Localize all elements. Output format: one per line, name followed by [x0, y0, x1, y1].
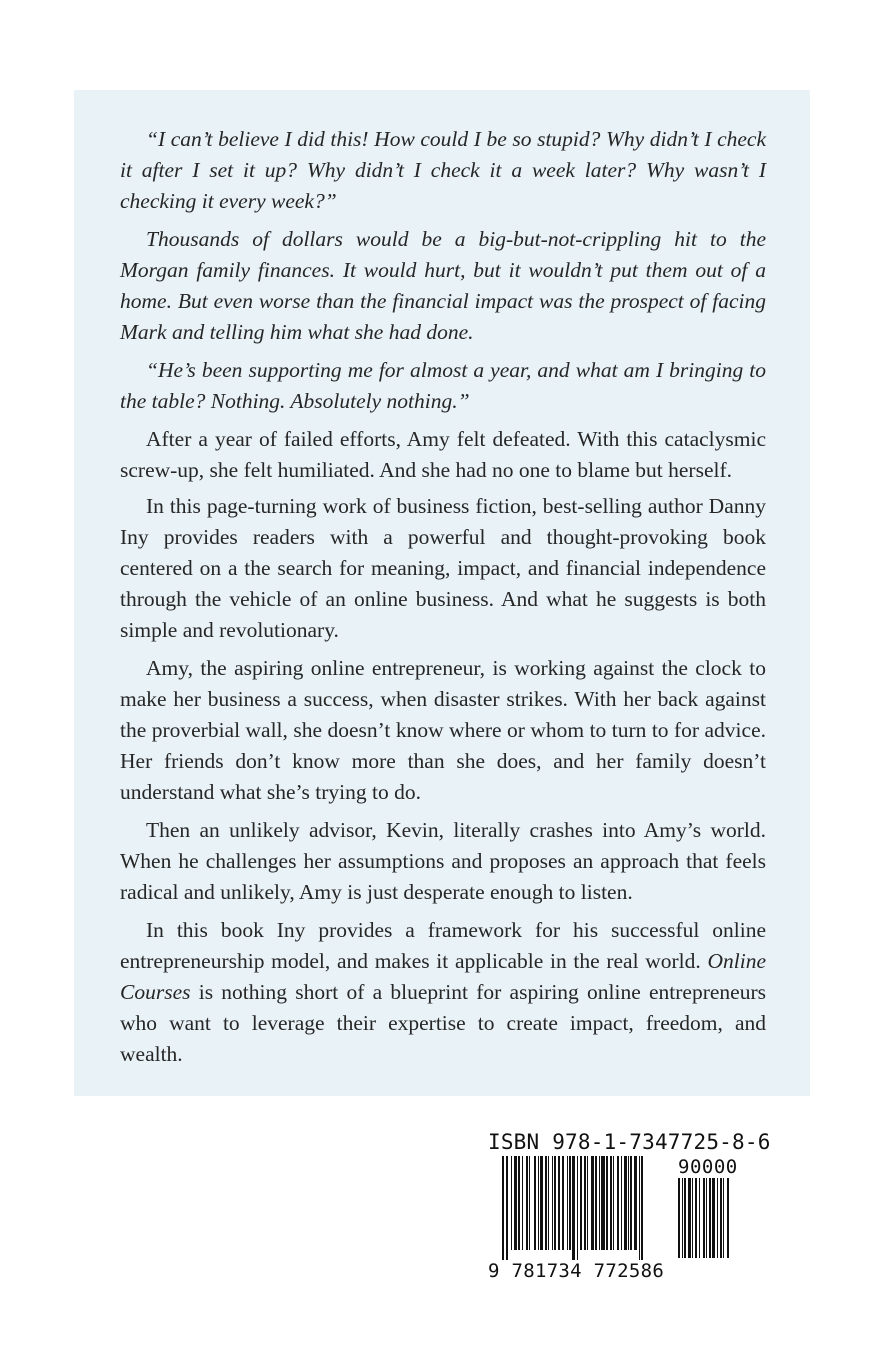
barcode-bar [688, 1178, 691, 1258]
book-title-italic: Online Courses [120, 949, 767, 1004]
barcode-bar [558, 1156, 560, 1250]
blurb-paragraph-defeated: After a year of failed efforts, Amy felt defeated. With this cataclysmic screw-up, she felt humiliated. And she had no one to blame but herself. [120, 427, 766, 482]
barcode-bar [584, 1156, 586, 1250]
barcode-bar [709, 1178, 711, 1258]
barcode-bar [695, 1178, 697, 1258]
barcode-bar [639, 1156, 640, 1260]
barcode-bar [717, 1178, 718, 1258]
barcode-bar [712, 1178, 715, 1258]
blurb-paragraph-amy: Amy, the aspiring online entrepreneur, is working against the clock to make her business a success, when disaster strikes. With her back against the proverbial wall, she doesn’t know where or whom to turn to for advice. Her friends don’t know more than she does, and her family doesn’t understand what she’s trying to do. [120, 656, 766, 804]
barcode-bar [548, 1156, 549, 1250]
blurb-paragraph-quote-1: “I can’t believe I did this! How could I be so stupid? Why didn’t I check it after I set it up? Why didn’t I check it a week later? Why wasn’t I checking it every week?” [120, 127, 766, 213]
barcode-bar [514, 1156, 517, 1250]
barcode-bar [562, 1156, 564, 1250]
barcode-bar [552, 1156, 553, 1250]
barcode-bar [529, 1156, 530, 1250]
barcode-bar [545, 1156, 547, 1250]
blurb-paragraph-quote-2: “He’s been supporting me for almost a year, and what am I bringing to the table? Nothing. Absolutely nothing.” [120, 358, 766, 413]
barcode-bar [634, 1156, 637, 1250]
barcode-bar [699, 1178, 700, 1258]
barcode-bar [595, 1156, 597, 1250]
barcode-bar [682, 1178, 683, 1258]
isbn-label: ISBN 978-1-7347725-8-6 [488, 1130, 771, 1154]
barcode-bar [554, 1156, 556, 1250]
price-addon-digits: 90000 [678, 1156, 738, 1178]
barcode-bar [601, 1156, 605, 1250]
barcode-bar [511, 1156, 512, 1250]
barcode-bar [641, 1156, 643, 1260]
barcode-bar [606, 1156, 608, 1250]
barcode-bar [569, 1156, 571, 1250]
barcode-bar [621, 1156, 622, 1250]
isbn-barcode [488, 1130, 771, 1290]
barcode-bar [727, 1178, 729, 1258]
ean-barcode-bars [502, 1156, 670, 1260]
barcode-bar [506, 1156, 508, 1260]
barcode-bar [613, 1156, 614, 1250]
barcode-bar [624, 1156, 627, 1250]
barcode-bar [534, 1156, 536, 1250]
back-cover-blurb-panel [74, 90, 810, 1096]
barcode-bar [572, 1156, 575, 1260]
barcode-bar [538, 1156, 539, 1250]
barcode-bar [518, 1156, 520, 1250]
barcode-bar [692, 1178, 693, 1258]
blurb-paragraph-framework [120, 915, 766, 1070]
barcode-bar [599, 1156, 600, 1250]
barcode-bar [703, 1178, 705, 1258]
barcode-bar [502, 1156, 504, 1260]
barcode-bar [522, 1156, 523, 1250]
barcode-bar [706, 1178, 707, 1258]
barcode-bar [540, 1156, 543, 1250]
barcode-bar [610, 1156, 612, 1250]
blurb-paragraph-kevin: Then an unlikely advisor, Kevin, literally crashes into Amy’s world. When he challenges her assumptions and proposes an approach that feels radical and unlikely, Amy is just desperate enough to listen. [120, 818, 766, 904]
barcode-bar [591, 1156, 594, 1250]
blurb-paragraph-finances: Thousands of dollars would be a big-but-not-crippling hit to the Morgan family finances. It would hurt, but it wouldn’t put them out of a home. But even worse than the financial impact was the prospect of facing Mark and telling him what she had done. [120, 227, 766, 344]
barcode-bar [617, 1156, 619, 1250]
barcode-bar [720, 1178, 722, 1258]
barcode-bar [684, 1178, 686, 1258]
barcode-bar [630, 1156, 632, 1250]
blueprint-text: is nothing short of a blueprint for aspiring online entrepreneurs who want to leverage their expertise to create impact, freedom, and wealth. [120, 980, 766, 1066]
barcode-bar [628, 1156, 629, 1250]
barcode-bar [577, 1156, 578, 1260]
ean-digits: 9 781734 772586 [488, 1260, 665, 1282]
barcode-bar [580, 1156, 582, 1250]
barcode-bar [723, 1178, 724, 1258]
barcode-bar [526, 1156, 528, 1250]
price-addon-bars [678, 1178, 758, 1268]
barcode-bar [587, 1156, 588, 1250]
barcode-bar [678, 1178, 680, 1258]
framework-text: In this book Iny provides a framework for his successful online entrepreneurship model, and makes it applicable in the real world. [120, 918, 766, 973]
blurb-paragraph-author-intro: In this page-turning work of business fiction, best-selling author Danny Iny provides readers with a powerful and thought-provoking book centered on a the search for meaning, impact, and financial independence through the vehicle of an online business. And what he suggests is both simple and revolutionary. [120, 494, 766, 642]
barcode-bar [567, 1156, 568, 1250]
